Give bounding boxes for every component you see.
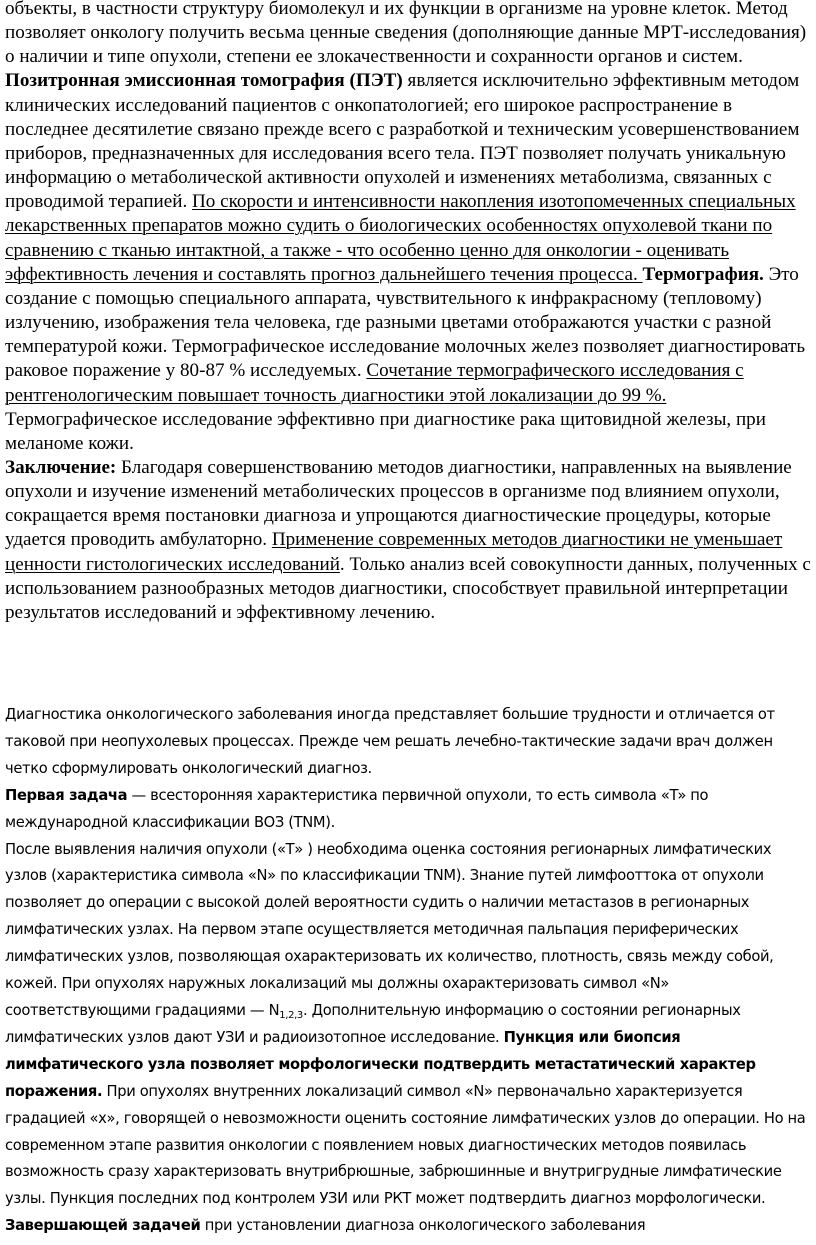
pet-text: является исключительно эффективным методом клинических исследований пациентов с онкопатологией; его широкое распространение в последнее десятилетие связано прежде всего с разработкой и техническим усовершенствованием приборов, предназначенных для исследования всего тела. ПЭТ позволяет получать уникальную информацию о метаболической активности опухолей и изменениях метаболизма, связанных с проводимой терапией. [5, 70, 800, 213]
thermography-underlined-text: Сочетание термографического исследования с рентгенологическим повышает точность диагностики этой локализации до 99 %. [5, 360, 744, 406]
conclusion-heading: Заключение: [5, 456, 117, 478]
final-task-paragraph [5, 1213, 816, 1240]
lymph-text-1: После выявления наличия опухоли («Т» ) необходима оценка состояния регионарных лимфатических узлов (характеристика символа «N» по классификации TNM). Знание путей лимфооттока от опухоли позволяет до операции с высокой долей вероятности судить о наличии метастазов в регионарных лимфатических узлах. На первом этапе осуществляется методичная пальпация периферических лимфатических узлов, позволяющая охарактеризовать их количество, плотность, связь между собой, кожей. При опухолях наружных локализаций мы должны охарактеризовать символ «N» соответствующими градациями — N [5, 840, 774, 1019]
thermography-heading: Термография. [642, 263, 764, 285]
serif-text-section [5, 0, 816, 625]
lymph-nodes-paragraph [5, 837, 816, 1214]
conclusion-underlined-text: Применение современных методов диагностики не уменьшает ценности гистологических исследований [5, 529, 783, 575]
pet-underlined-text: По скорости и интенсивности накопления изотопомеченных специальных лекарственных препаратов можно судить о биологических особенностях опухолевой ткани по сравнению с тканью интактной, а также - что особенно ценно для онкологии - оценивать эффективность лечения и составлять прогноз дальнейшего течения процесса. [5, 191, 796, 285]
first-task-heading: Первая задача [5, 786, 128, 804]
lymph-bold-text: Пункция или биопсия лимфатического узла позволяет морфологически подтвердить метастатический характер поражения. [5, 1028, 756, 1100]
thermography-text: Это создание с помощью специального аппарата, чувствительного к инфракрасному (тепловому) излучению, изображения тела человека, где разными цветами отображаются участки с разной температурой кожи. Термографическое исследование молочных желез позволяет диагностировать раковое поражение у 80-87 % исследуемых. [5, 263, 806, 382]
first-task-paragraph [5, 783, 816, 837]
mri-intro-text: объекты, в частности структуру биомолекул и их функции в организме на уровне клеток. Метод позволяет онкологу получить весьма ценные сведения (дополняющие данные МРТ-исследования) о наличии и типе опухоли, степени ее злокачественности и сохранности органов и систем. [5, 0, 807, 68]
conclusion-text: Благодаря совершенствованию методов диагностики, направленных на выявление опухоли и изучение изменений метаболических процессов в организме под влиянием опухоли, сокращается время постановки диагноза и упрощаются диагностические процедуры, которые удается проводить амбулаторно. [5, 456, 792, 551]
first-task-text: — всесторонняя характеристика первичной опухоли, то есть символа «T» по международной классификации ВОЗ (TNM). [5, 786, 709, 831]
final-task-heading: Завершающей задачей [5, 1217, 201, 1235]
pet-heading: Позитронная эмиссионная томография (ПЭТ) [5, 70, 403, 92]
lymph-text-2: . Дополнительную информацию о состоянии регионарных лимфатических узлов дают УЗИ и радиоизотопное исследование. [5, 1001, 741, 1046]
final-task-text: при установлении диагноза онкологического заболевания [200, 1217, 646, 1235]
conclusion-text-2: . Только анализ всей совокупности данных, полученных с использованием разнообразных методов диагностики, способствует правильной интерпретации результатов исследований и эффективному лечению. [5, 553, 811, 623]
lymph-subscript: 1,2,3 [279, 1009, 303, 1021]
intro-paragraph: Диагностика онкологического заболевания иногда представляет большие трудности и отличается от таковой при неопухолевых процессах. Прежде чем решать лечебно-тактические задачи врач должен четко сформулировать онкологический диагноз. [5, 706, 775, 777]
conclusion-paragraph [5, 456, 816, 625]
pet-paragraph [5, 0, 816, 456]
sans-text-section [5, 702, 816, 1240]
thermography-text-2: Термографическое исследование эффективно при диагностике рака щитовидной железы, при меланоме кожи. [5, 408, 766, 454]
lymph-text-3: При опухолях внутренних локализаций символ «N» первоначально характеризуется градацией «х», говорящей о невозможности оценить состояние лимфатических узлов до операции. Но на современном этапе развития онкологии с появлением новых диагностических методов появилась возможность сразу характеризовать внутрибрюшные, забрюшинные и внутригрудные лимфатические узлы. Пункция последних под контролем УЗИ или РКТ может подтвердить диагноз морфологически. [5, 1082, 806, 1208]
